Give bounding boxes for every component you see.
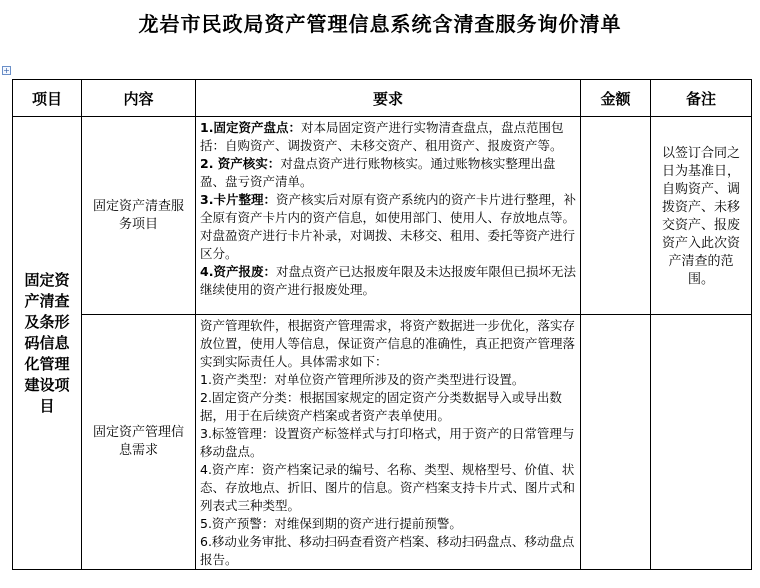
- requirement-label: 4.资产报废：: [200, 264, 276, 279]
- requirement-line: [200, 191, 577, 263]
- requirement-line: 3.标签管理：设置资产标签样式与打印格式，用于资产的日常管理与移动盘点。: [200, 426, 575, 459]
- requirements-cell: [196, 315, 581, 570]
- requirement-text: 对盘点资产进行账物核实。通过账物核实整理出盘盈、盘亏资产清单。: [200, 156, 556, 189]
- inquiry-table: [12, 79, 752, 570]
- table-header-row: [13, 80, 752, 117]
- requirement-line: 资产管理软件，根据资产管理需求，将资产数据进一步优化，落实存放位置，使用人等信息，保证资产信息的准确性，真正把资产管理落实到实际责任人。具体需求如下：: [200, 318, 576, 369]
- requirement-label: 2. 资产核实：: [200, 156, 281, 171]
- requirement-line: 5.资产预警：对维保到期的资产进行提前预警。: [200, 516, 462, 531]
- requirement-label: 3.卡片整理：: [200, 192, 276, 207]
- requirement-label: 1.固定资产盘点：: [200, 120, 301, 135]
- requirement-line: 6.移动业务审批、移动扫码查看资产档案、移动扫码盘点、移动盘点报告。: [200, 534, 575, 567]
- header-requirements: 要求: [196, 80, 581, 117]
- content-cell: 固定资产管理信息需求: [82, 315, 196, 570]
- header-content: 内容: [82, 80, 196, 117]
- remark-cell: [651, 315, 752, 570]
- requirement-text: 对本局固定资产进行实物清查盘点，盘点范围包括：自购资产、调拨资产、未移交资产、租用资产、报废资产等。: [200, 120, 564, 153]
- page-title: 龙岩市民政局资产管理信息系统含清查服务询价清单: [138, 12, 622, 36]
- table-move-handle-icon[interactable]: +: [3, 66, 10, 75]
- requirement-line: [200, 155, 577, 191]
- requirement-line: [200, 119, 577, 155]
- requirement-line: 4.资产库：资产档案记录的编号、名称、类型、规格型号、价值、状态、存放地点、折旧、图片的信息。资产档案支持卡片式、图片式和列表式三种类型。: [200, 462, 576, 513]
- remark-cell: 以签订合同之日为基准日，自购资产、调拨资产、未移交资产、报废资产入此次资产清查的范围。: [651, 117, 752, 315]
- project-name-cell: 固定资产清查及条形码信息化管理建设项目: [13, 117, 82, 570]
- header-item: 项目: [13, 80, 82, 117]
- content-cell: 固定资产清查服务项目: [82, 117, 196, 315]
- amount-cell: [581, 117, 651, 315]
- header-remark: 备注: [651, 80, 752, 117]
- table-row: [13, 117, 752, 315]
- table-row: [13, 315, 752, 570]
- requirement-line: [200, 263, 577, 299]
- requirement-line: 1.资产类型：对单位资产管理所涉及的资产类型进行设置。: [200, 372, 525, 387]
- amount-cell: [581, 315, 651, 570]
- header-amount: 金额: [581, 80, 651, 117]
- requirement-line: 2.固定资产分类：根据国家规定的固定资产分类数据导入或导出数据，用于在后续资产档案或者资产表单使用。: [200, 390, 562, 423]
- requirements-cell: [196, 117, 581, 315]
- requirement-text: 对盘点资产已达报废年限及未达报废年限但已损坏无法继续使用的资产进行报废处理。: [200, 264, 576, 297]
- requirement-text: 资产核实后对原有资产系统内的资产卡片进行整理，补全原有资产卡片内的资产信息，如使用部门、使用人、存放地点等。对盘盈资产进行卡片补录，对调拨、未移交、租用、委托等资产进行区分。: [200, 192, 576, 261]
